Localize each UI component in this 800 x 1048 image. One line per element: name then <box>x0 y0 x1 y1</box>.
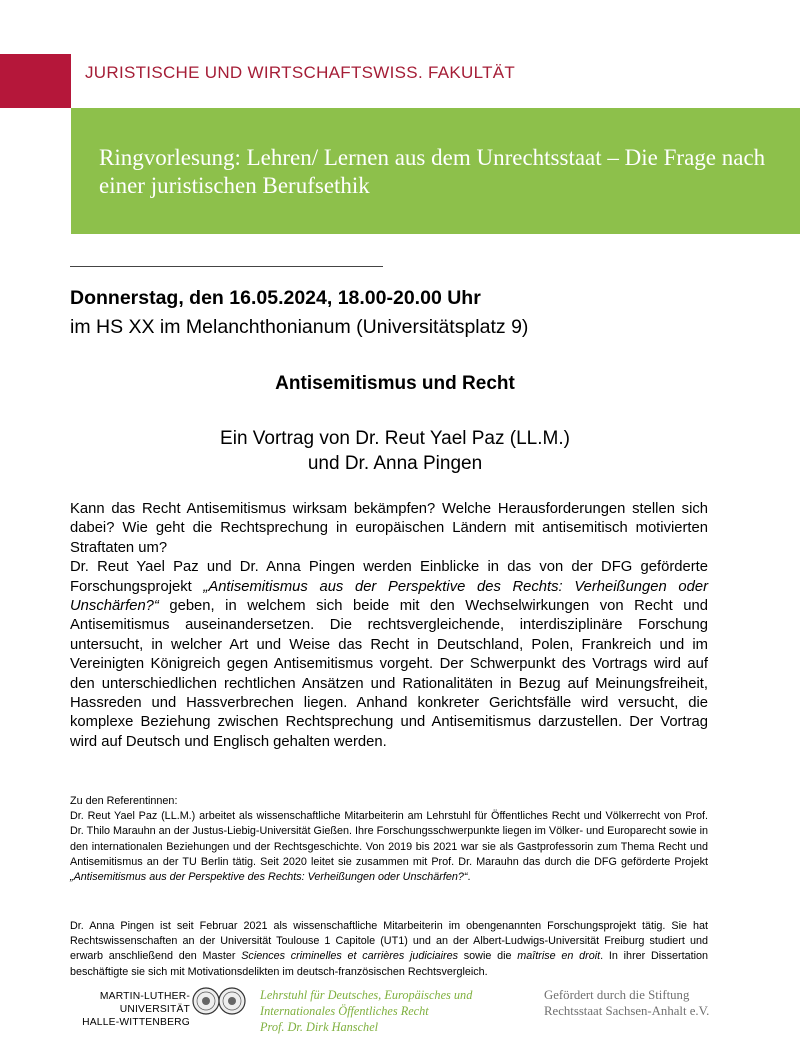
speakers-line-1: Ein Vortrag von Dr. Reut Yael Paz (LL.M.) <box>220 428 570 449</box>
chair-info <box>260 987 530 1035</box>
event-venue: im HS XX im Melanchthonianum (Universitätsplatz 9) <box>70 316 529 338</box>
lecture-series-title: Ringvorlesung: Lehren/ Lernen aus dem Unrechtsstaat – Die Frage nach einer juristischen Berufsethik <box>99 145 766 198</box>
abstract-paragraph-2 <box>70 558 708 752</box>
chair-line-3: Prof. Dr. Dirk Hanschel <box>260 1020 379 1034</box>
abstract-p2-end: geben, in welchem sich beide mit den Wechselwirkungen von Recht und Antisemitismus auseinandersetzen. Die rechtsvergleichende, interdisziplinäre Forschung untersucht, in welcher Art und Weise das Recht in Deutschland, Polen, Frankreich und im Vereinigten Königreich gegen Antisemitismus vorgeht. Der Schwerpunkt des Vortrags wird auf den unterschiedlichen rechtlichen Ansätzen und Rationalitäten in Bezug auf Meinungsfreiheit, Hassreden und Hassverbrechen liegen. Anhand konkreter Gerichtsfälle wird versucht, die komplexe Beziehung zwischen Rechtsprechung und Antisemitismus darzustellen. Der Vortrag wird auf Deutsch und Englisch gehalten werden. <box>70 598 708 750</box>
project-title: „Antisemitismus aus der Perspektive des Rechts: Verheißungen oder Unschärfen?“ <box>70 578 708 615</box>
title-band <box>71 108 800 234</box>
abstract <box>70 500 708 752</box>
bio-pingen-degree-2: maîtrise en droit <box>517 950 601 963</box>
abstract-paragraph-1: Kann das Recht Antisemitismus wirksam bekämpfen? Welche Herausforderungen stellen sich dabei? Wie geht die Rechtsprechung in europäischen Ländern mit antisemitisch motivierten Straftaten um? <box>70 501 708 556</box>
university-line-1: MARTIN-LUTHER-UNIVERSITÄT <box>99 991 190 1015</box>
bio-pingen-mid: sowie die <box>458 950 518 963</box>
chair-line-1: Lehrstuhl für Deutsches, Europäisches und <box>260 988 473 1002</box>
bio-heading: Zu den Referentinnen: <box>70 795 178 807</box>
bio-paz-end: . <box>467 871 471 884</box>
funding-info <box>544 987 784 1019</box>
speakers <box>0 426 790 476</box>
faculty-name: JURISTISCHE UND WIRTSCHAFTSWISS. FAKULTÄT <box>85 63 516 82</box>
university-logo-text <box>40 990 190 1029</box>
bio-pingen-end: . In ihrer Dissertation beschäftigte sie sich mit Motivationsdelikten im deutsch-französischen Rechtsvergleich. <box>70 950 709 978</box>
bio-paz-start: Dr. Reut Yael Paz (LL.M.) arbeitet als wissenschaftliche Mitarbeiterin am Lehrstuhl für Öffentliches Recht und Völkerrecht von Prof. Dr. Thilo Marauhn an der Justus-Liebig-Universität Gießen. Ihre Forschungsschwerpunkte liegen im Völker- und Europarecht sowie in den internationalen Beziehungen und der Rechtsgeschichte. Von 2019 bis 2021 war sie als Gastprofessorin zum Thema Recht und Antisemitismus an der TU Berlin tätig. Seit 2020 leitet sie zusammen mit Prof. Dr. Marauhn das durch die DFG geförderte Projekt <box>70 810 708 868</box>
chair-line-2: Internationales Öffentliches Recht <box>260 1004 429 1018</box>
bio-paz-project: „Antisemitismus aus der Perspektive des Rechts: Verheißungen oder Unschärfen?“ <box>70 871 468 884</box>
abstract-p2-start: Dr. Reut Yael Paz und Dr. Anna Pingen werden Einblicke in das von der DFG geförderte Forschungsprojekt <box>70 559 708 595</box>
bio-pingen <box>70 919 708 980</box>
bio-paz <box>70 794 708 885</box>
university-line-2: HALLE-WITTENBERG <box>82 1017 190 1028</box>
talk-title: Antisemitismus und Recht <box>275 373 515 394</box>
event-date-time: Donnerstag, den 16.05.2024, 18.00-20.00 Uhr <box>70 287 481 309</box>
funding-line-1: Gefördert durch die Stiftung <box>544 988 690 1002</box>
speakers-line-2: und Dr. Anna Pingen <box>307 453 483 474</box>
bio-pingen-start: Dr. Anna Pingen ist seit Februar 2021 als wissenschaftliche Mitarbeiterin im obengenannten Forschungsprojekt tätig. Sie hat Rechtswissenschaften an der Universität Toulouse 1 Capitole (UT1) und an der Albert-Ludwigs-Universität Freiburg studiert und erwarb anschließend den Master <box>70 920 708 963</box>
bio-pingen-degree-1: Sciences criminelles et carrières judiciaires <box>241 950 459 963</box>
university-seal-icon <box>192 984 246 1018</box>
funding-line-2: Rechtsstaat Sachsen-Anhalt e.V. <box>544 1004 710 1018</box>
bio-paz-text <box>70 809 708 885</box>
divider-rule <box>70 266 383 267</box>
header-red-block <box>0 54 71 108</box>
bio-pingen-text <box>70 919 708 980</box>
